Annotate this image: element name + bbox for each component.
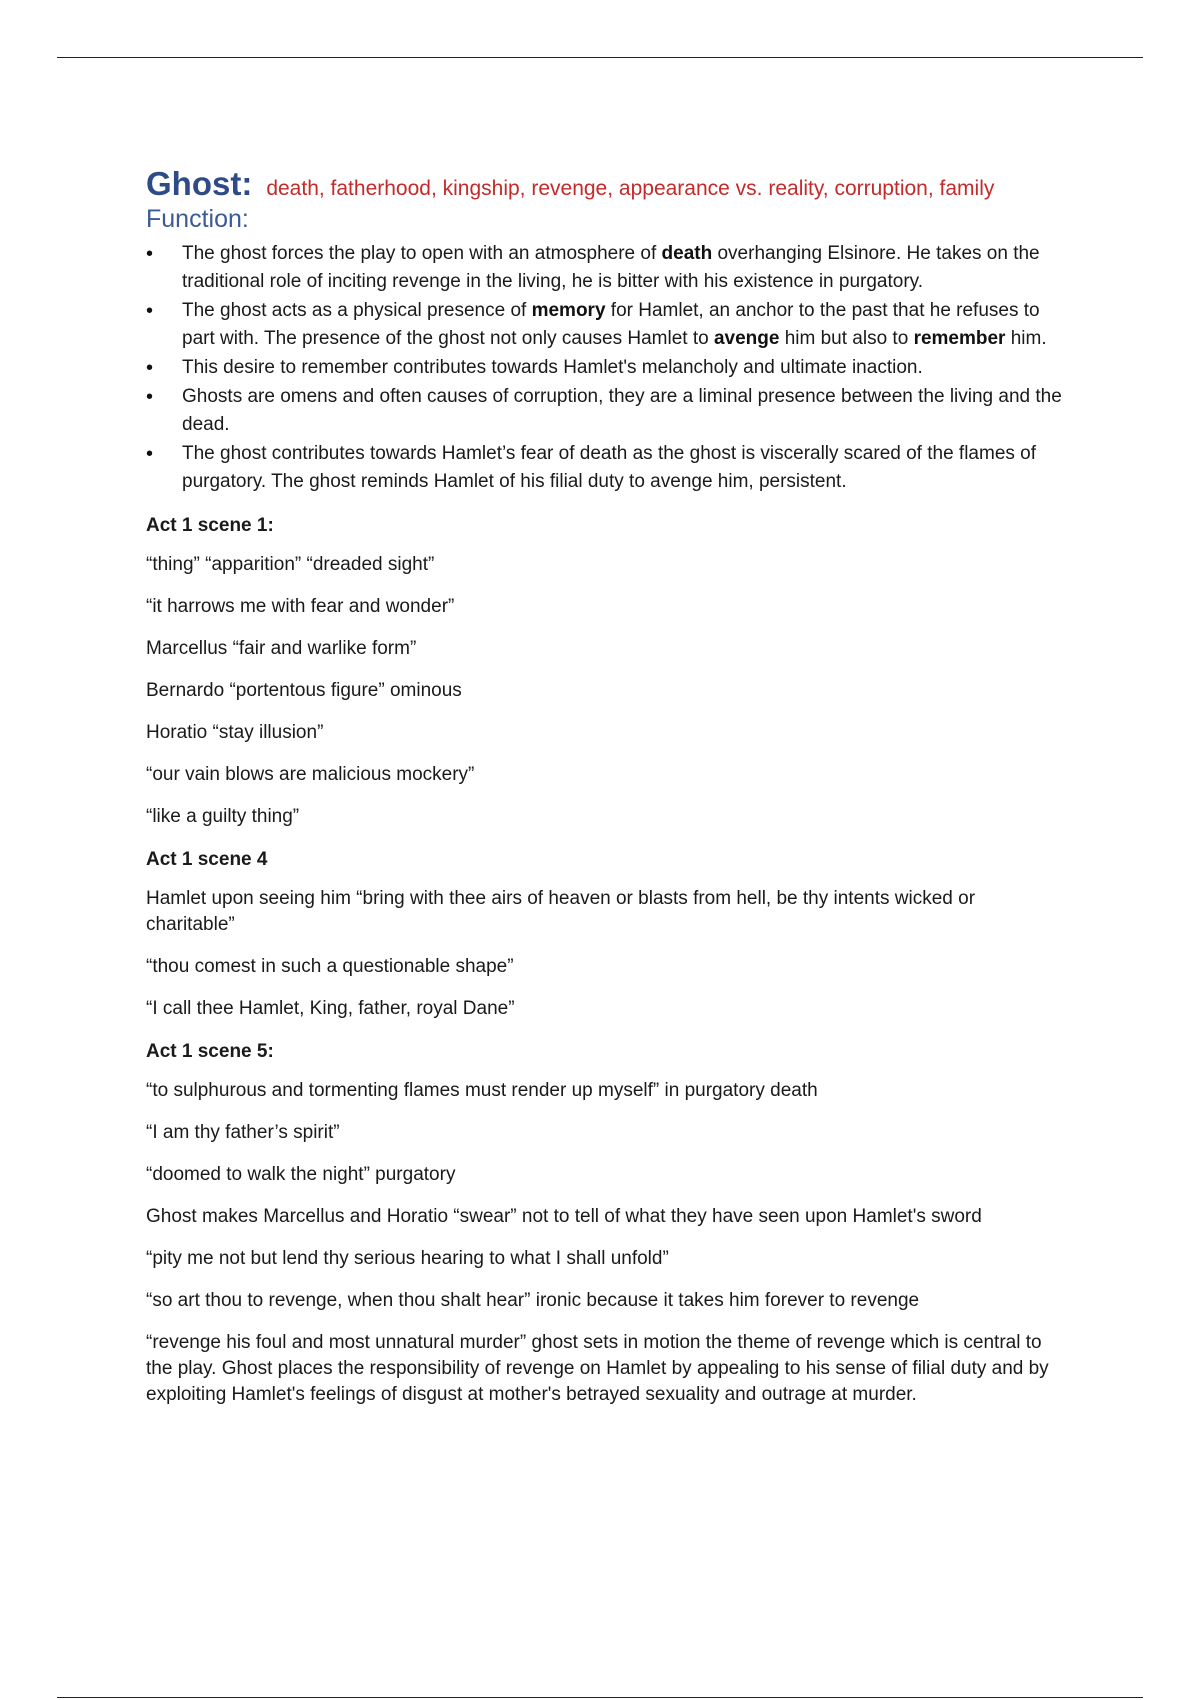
quote-line: “to sulphurous and tormenting flames must render up myself” in purgatory death bbox=[146, 1080, 818, 1101]
function-point: • This desire to remember contributes towards Hamlet's melancholy and ultimate inaction. bbox=[182, 354, 1066, 382]
quote-line: “pity me not but lend thy serious hearing to what I shall unfold” bbox=[146, 1248, 669, 1269]
quote-line: “revenge his foul and most unnatural murder” ghost sets in motion the theme of revenge which is central to the play. Ghost places the responsibility of revenge on Hamlet by appealing to his sense of filial duty and by exploiting Hamlet's feelings of disgust at mother's betrayed sexuality and outrage at murder. bbox=[146, 1332, 1049, 1405]
quote-line: “like a guilty thing” bbox=[146, 806, 300, 827]
quote-line: “so art thou to revenge, when thou shalt hear” ironic because it takes him forever to revenge bbox=[146, 1290, 920, 1311]
quote-line: “our vain blows are malicious mockery” bbox=[146, 764, 475, 785]
quote-line: Hamlet upon seeing him “bring with thee airs of heaven or blasts from hell, be thy intents wicked or charitable” bbox=[146, 888, 976, 935]
key-term: avenge bbox=[713, 328, 780, 349]
function-heading: Function: bbox=[146, 205, 249, 233]
quote-line: “I call thee Hamlet, King, father, royal Dane” bbox=[146, 998, 515, 1019]
quote-line: Bernardo “portentous figure” ominous bbox=[146, 680, 462, 701]
bottom-rule bbox=[57, 1697, 1143, 1698]
quote-line: Horatio “stay illusion” bbox=[146, 722, 324, 743]
act1-scene4-heading: Act 1 scene 4 bbox=[146, 849, 268, 870]
key-term: death bbox=[661, 243, 713, 264]
top-rule bbox=[57, 57, 1143, 58]
function-list bbox=[146, 240, 1066, 496]
quote-line: “I am thy father’s spirit” bbox=[146, 1122, 340, 1143]
quote-line: “it harrows me with fear and wonder” bbox=[146, 596, 455, 617]
function-point: • The ghost contributes towards Hamlet’s fear of death as the ghost is viscerally scared of the flames of purgatory. The ghost reminds Hamlet of his filial duty to avenge him, persistent. bbox=[182, 440, 1066, 496]
quote-line: Marcellus “fair and warlike form” bbox=[146, 638, 417, 659]
function-point: • The ghost acts as a physical presence of memory for Hamlet, an anchor to the past that he refuses to part with. The presence of the ghost not only causes Hamlet to avenge him but also to remember him. bbox=[182, 297, 1066, 353]
function-point: • The ghost forces the play to open with an atmosphere of death overhanging Elsinore. He takes on the traditional role of inciting revenge in the living, he is bitter with his existence in purgatory. bbox=[182, 240, 1066, 296]
page-title: Ghost: bbox=[146, 165, 253, 202]
key-term: remember bbox=[913, 328, 1006, 349]
quote-line: “thou comest in such a questionable shape” bbox=[146, 956, 514, 977]
quote-line: “thing” “apparition” “dreaded sight” bbox=[146, 554, 435, 575]
act1-scene1-heading: Act 1 scene 1: bbox=[146, 515, 274, 536]
themes-list: death, fatherhood, kingship, revenge, appearance vs. reality, corruption, family bbox=[266, 177, 995, 200]
quote-line: Ghost makes Marcellus and Horatio “swear” not to tell of what they have seen upon Hamlet's sword bbox=[146, 1206, 982, 1227]
title-row bbox=[146, 165, 1066, 203]
act1-scene5-heading: Act 1 scene 5: bbox=[146, 1041, 274, 1062]
quote-line: “doomed to walk the night” purgatory bbox=[146, 1164, 456, 1185]
function-point: • Ghosts are omens and often causes of corruption, they are a liminal presence between the living and the dead. bbox=[182, 383, 1066, 439]
document-body bbox=[146, 165, 1066, 1408]
key-term: memory bbox=[531, 300, 606, 321]
